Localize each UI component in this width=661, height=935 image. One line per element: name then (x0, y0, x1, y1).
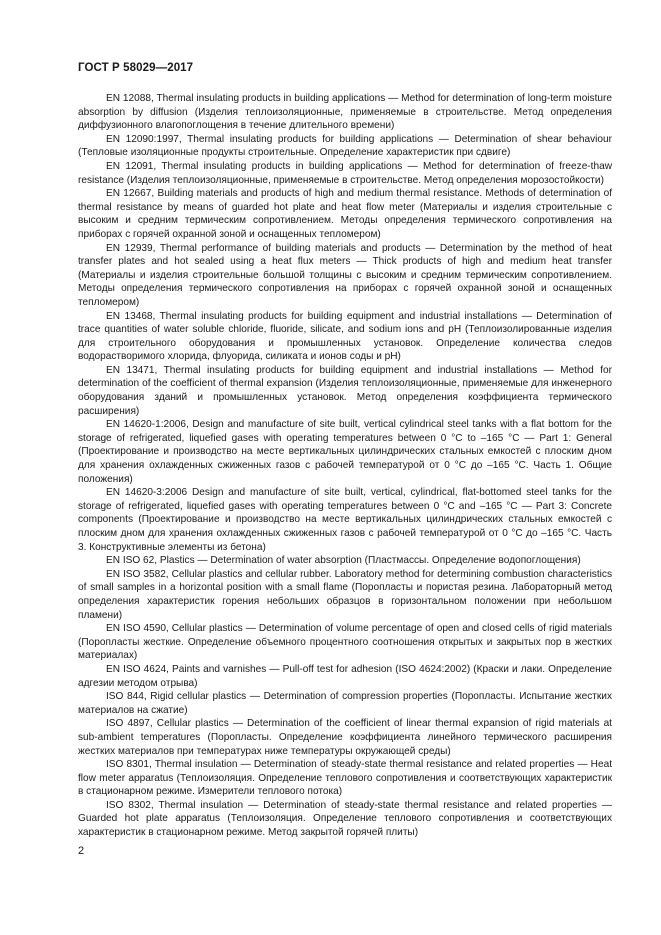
references-list (78, 92, 612, 840)
reference-item: EN 13471, Thermal insulating products for building equipment and industrial installations — Method for determination of the coefficient of thermal expansion (Изделия теплоизоляционные, применяемые для инженерного оборудования зданий и промышленных установок. Метод определения коэффициента термического расширения) (78, 364, 612, 417)
reference-item: EN ISO 4624, Paints and varnishes — Pull-off test for adhesion (ISO 4624:2002) (Краски и лаки. Определение адгезии методом отрыва) (78, 663, 612, 689)
page-number: 2 (78, 845, 85, 857)
reference-item: EN 13468, Thermal insulating products for building equipment and industrial installations — Determination of trace quantities of water soluble chloride, fluoride, silicate, and sodium ions and pH (Теплоизолированные изделия для строительного оборудования и промышленных установок. Определение количества следов водорастворимого хлорида, флуорида, силиката и ионов соды и pH) (78, 310, 612, 363)
reference-item: EN 12088, Thermal insulating products in building applications — Method for determination of long-term moisture absorption by diffusion (Изделия теплоизоляционные, применяемые в строительстве. Метод определения диффузионного влагопоглощения в течение длительного времени) (78, 93, 612, 132)
reference-item: EN ISO 62, Plastics — Determination of water absorption (Пластмассы. Определение водопоглощения) (106, 555, 581, 567)
reference-item: ISO 4897, Cellular plastics — Determination of the coefficient of linear thermal expansion of rigid materials at sub-ambient temperatures (Поропласты. Определение коэффициента линейного термического расширения жестких материалов при температурах ниже температуры окружающей среды) (78, 718, 612, 757)
reference-item: EN 12090:1997, Thermal insulating products for building applications — Determination of shear behaviour (Тепловые изоляционные продукты строительные. Определение характеристик при сдвиге) (78, 133, 612, 159)
document-header: ГОСТ Р 58029—2017 (78, 62, 194, 74)
reference-item: EN 14620-1:2006, Design and manufacture of site built, vertical cylindrical steel tanks with a flat bottom for the storage of refrigerated, liquefied gases with operating temperatures between 0 °C to –165 °C — Part 1: General (Проектирование и производство на месте вертикальных цилиндрических стальных емкостей с плоским дном для хранения охлажденных сжиженных газов с рабочей температурой от 0 °C до –165 °C. Часть 1. Общие положения) (78, 419, 612, 485)
reference-item: ISO 844, Rigid cellular plastics — Determination of compression properties (Поропласты. Испытание жестких материалов на сжатие) (78, 691, 612, 716)
reference-item: ISO 8302, Thermal insulation — Determination of steady-state thermal resistance and related properties — Guarded hot plate apparatus (Теплоизоляция. Определение теплового сопротивления и соответствующих характеристик в стационарном режиме. Метод закрытой горячей плиты) (78, 799, 612, 839)
reference-item: EN ISO 3582, Cellular plastics and cellular rubber. Laboratory method for determining combustion characteristics of small samples in a horizontal position with a small flame (Поропласты и пористая резина. Лабораторный метод определения характеристик горения небольших образцов в горизонтальном положении при небольшом пламени) (78, 568, 612, 621)
reference-item: ISO 8301, Thermal insulation — Determination of steady-state thermal resistance and related properties — Heat flow meter apparatus (Теплоизоляция. Определение теплового сопротивления и соответствующих характеристик в стационарном режиме. Измерители теплового потока) (78, 759, 612, 798)
reference-item: EN 12091, Thermal insulating products in building applications — Method for determination of freeze-thaw resistance (Изделия теплоизоляционные, применяемые в строительстве. Метод определения морозостойкости) (78, 160, 612, 186)
reference-item: EN ISO 4590, Cellular plastics — Determination of volume percentage of open and closed cells of rigid materials (Поропласты жесткие. Определение объемного процентного соотношения открытых и закрытых пор в жестких материалах) (78, 623, 612, 662)
reference-item: EN 12667, Building materials and products of high and medium thermal resistance. Methods of determination of thermal resistance by means of guarded hot plate and heat flow meter (Материалы и изделия строительные с высоким и средним термическим сопротивлением. Методы определения термического сопротивления на приборах с горячей охранной зоной и оснащенных тепломером) (78, 188, 612, 240)
reference-item: EN 12939, Thermal performance of building materials and products — Determination by the method of heat transfer plates and hot sealed using a heat flux meters — Thick products of high and medium heat transfer (Материалы и изделия строительные большой толщины с высоким и средним термическим сопротивлением. Методы определения термического сопротивления на приборах с горячей охранной зоной и оснащенных тепломером) (78, 242, 612, 308)
reference-item: EN 14620-3:2006 Design and manufacture of site built, vertical, cylindrical, flat-bottomed steel tanks for the storage of refrigerated, liquefied gases with operating temperatures between 0 °C and –165 °C — Part 3: Concrete components (Проектирование и производство на месте вертикальных цилиндрических стальных емкостей с плоским дном для хранения охлажденных сжиженных газов с рабочей температурой от 0 °C до –165 °C. Часть 3. Конструктивные элементы из бетона) (78, 487, 612, 553)
